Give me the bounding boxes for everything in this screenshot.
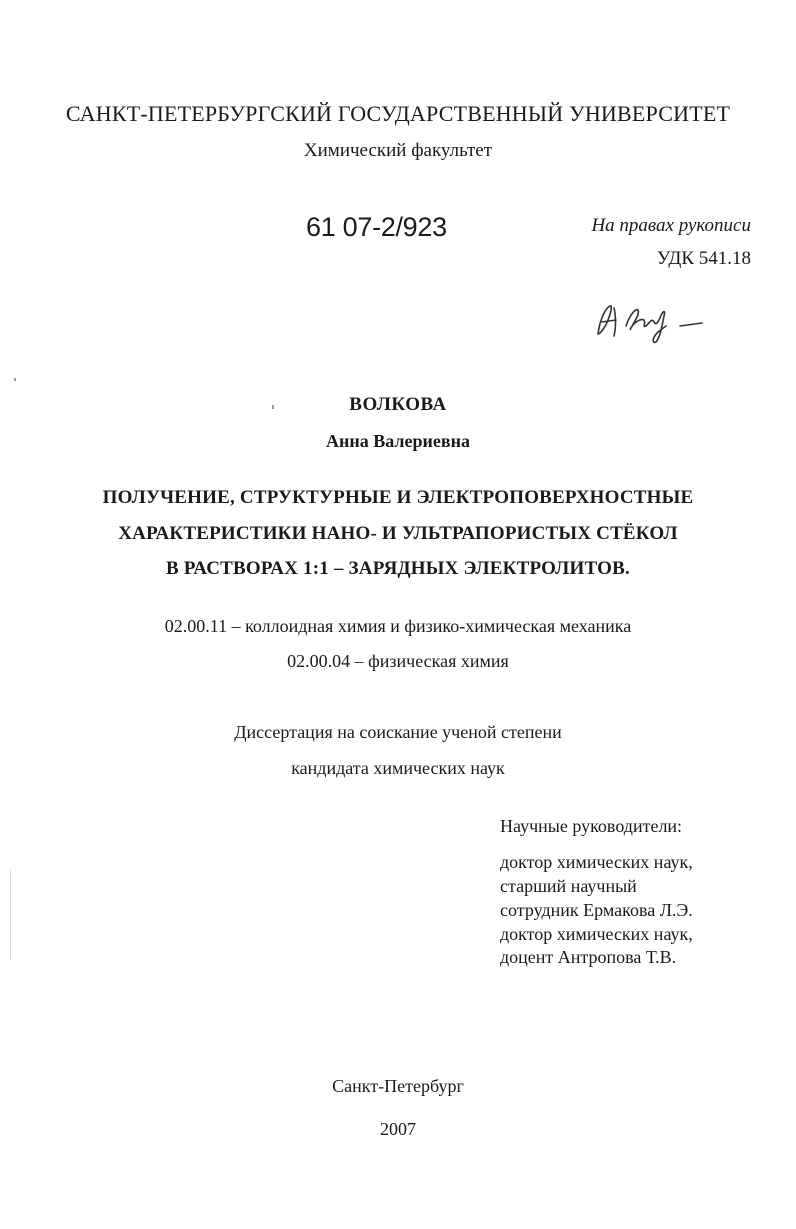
supervisor-line: сотрудник Ермакова Л.Э. <box>500 900 693 920</box>
dissertation-title-line: ПОЛУЧЕНИЕ, СТРУКТУРНЫЕ И ЭЛЕКТРОПОВЕРХНОСТНЫЕ <box>102 487 694 508</box>
specialty-code: 02.00.04 – физическая химия <box>287 651 509 671</box>
stamp-number: 61 07-2/923 <box>306 212 447 242</box>
supervisor-line: доктор химических наук, <box>500 924 693 944</box>
udk-code: УДК 541.18 <box>656 248 751 269</box>
scan-mark <box>14 378 16 381</box>
author-last-name: ВОЛКОВА <box>349 394 447 415</box>
degree-statement: кандидата химических наук <box>291 758 505 778</box>
manuscript-rights-note: На правах рукописи <box>591 215 751 236</box>
handwritten-signature-icon <box>590 296 710 346</box>
supervisor-line: старший научный <box>500 876 637 896</box>
supervisor-line: доктор химических наук, <box>500 852 693 872</box>
year: 2007 <box>380 1119 416 1139</box>
dissertation-title-line: В РАСТВОРАХ 1:1 – ЗАРЯДНЫХ ЭЛЕКТРОЛИТОВ. <box>166 558 630 579</box>
degree-statement: Диссертация на соискание ученой степени <box>234 722 562 742</box>
author-first-names: Анна Валериевна <box>326 431 470 451</box>
dissertation-title-line: ХАРАКТЕРИСТИКИ НАНО- И УЛЬТРАПОРИСТЫХ СТЁКОЛ <box>118 523 678 544</box>
faculty-name: Химический факультет <box>303 140 493 161</box>
scan-mark <box>10 870 11 960</box>
specialty-code: 02.00.11 – коллоидная химия и физико-химическая механика <box>164 616 632 636</box>
supervisor-line: доцент Антропова Т.В. <box>500 947 677 967</box>
supervisors-heading: Научные руководители: <box>500 816 683 836</box>
city: Санкт-Петербург <box>332 1076 464 1096</box>
university-name: САНКТ-ПЕТЕРБУРГСКИЙ ГОСУДАРСТВЕННЫЙ УНИВЕРСИТЕТ <box>65 101 731 126</box>
